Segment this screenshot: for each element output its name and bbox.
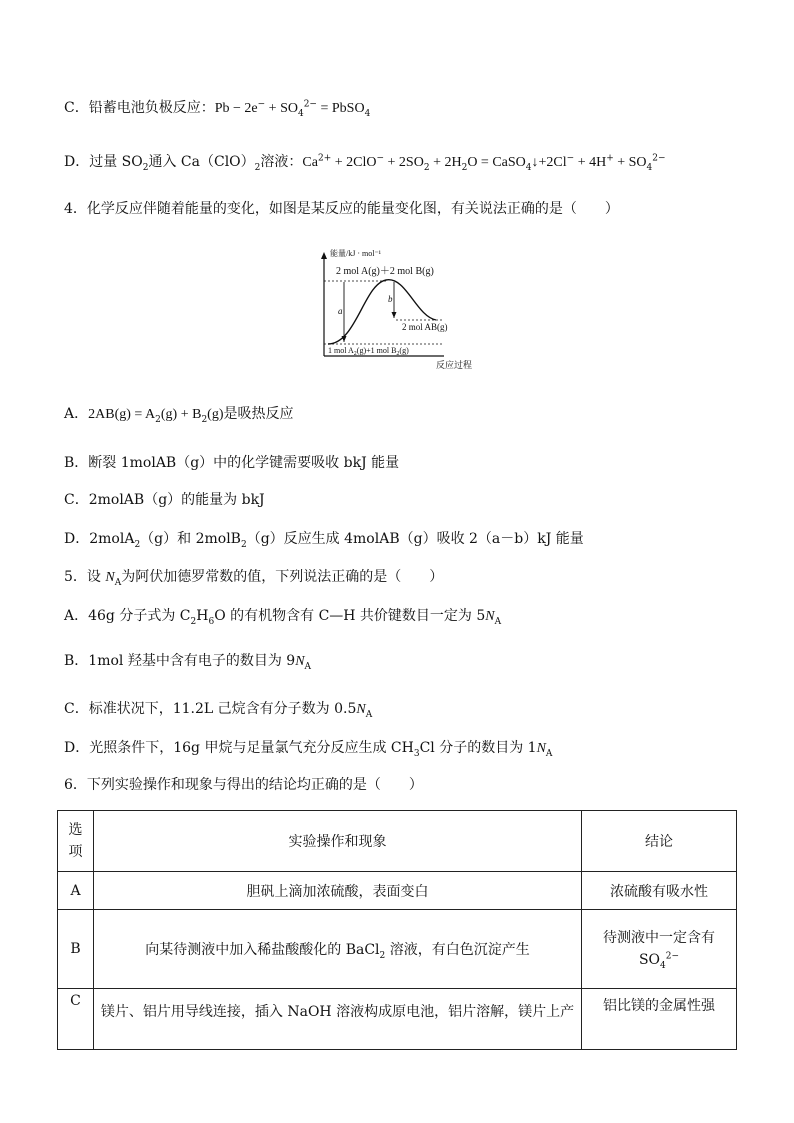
q3-d-so2-sub: 2 [142,162,149,173]
q3-d-prefix: D．过量 SO [64,154,143,170]
q5-d-s1: 3 [413,748,420,759]
q5-option-d [64,739,552,758]
row-b-conclusion-so: SO [638,952,661,968]
q3-d-p6: + 4H [574,155,607,170]
table-row [58,872,737,910]
table-row [58,989,737,1050]
energy-diagram-x-label: 反应过程 [436,360,473,370]
q3-d-p4: O = CaSO [467,155,526,170]
q5-b-na: A [304,661,312,672]
energy-diagram-a-label: a [338,306,343,316]
q4-option-b: B．断裂 1molAB（g）中的化学键需要吸收 bkJ 能量 [64,455,400,471]
energy-diagram-top-label: 2 mol A(g)＋2 mol B(g) [336,266,434,277]
experiment-table [57,810,737,1050]
energy-diagram-y-label: 能量/kJ · mol⁻¹ [330,249,382,258]
q4-a-s1: 2 [155,414,161,425]
q4-option-d [64,530,584,548]
q4-option-c: C．2molAB（g）的能量为 bkJ [64,492,265,508]
q5-a-p1: A．46g 分子式为 C [64,608,191,624]
energy-diagram-y-arrow [321,252,327,259]
row-b-conclusion [582,910,737,989]
q4-a-p1: 2AB(g) = A [88,407,156,422]
q3-option-c [64,99,370,118]
q5-stem-p1: 5．设 [64,569,106,585]
row-c-conclusion: 铝比镁的金属性强 [582,989,737,1050]
q3-d-so2b-sub: 2 [423,162,430,173]
row-b-conclusion-line2 [588,949,730,971]
q5-d-p2: Cl 分子的数目为 1 [419,740,537,756]
q3-c-so-sub: 4 [297,108,304,119]
row-b-operation-p2: 溶液，有白色沉淀产生 [385,942,530,958]
q5-option-b [64,652,311,671]
q3-d-caso4-sub: 4 [525,162,532,173]
q3-c-e-charge: − [257,99,266,110]
row-b-option: B [58,910,94,989]
q5-b-n: N [295,654,305,669]
q5-c-na: A [365,709,373,720]
energy-diagram-bottom-s2: 2 [396,351,400,357]
q5-a-s1: 2 [190,616,197,627]
row-a-operation: 胆矾上滴加浓硫酸，表面变白 [94,872,582,910]
q3-d-clo-sub: 2 [254,162,261,173]
q4-option-a [64,405,294,424]
q3-d-so4-sub: 4 [646,162,653,173]
q3-option-d [64,153,666,172]
q4-a-tail: 是吸热反应 [223,406,294,422]
row-b-conclusion-sub: 4 [660,960,666,971]
q3-d-so4-sup: 2− [652,153,666,164]
q3-d-ca-sup: 2+ [317,153,332,164]
q3-option-c-prefix: C．铅蓄电池负极反应： [64,100,215,116]
energy-diagram-arrow-b-head [392,312,397,318]
q3-d-p1: + 2ClO [331,155,377,170]
q5-d-n: N [536,741,546,756]
q4-a-prefix: A． [64,406,89,422]
q4-a-p2: (g) + B [160,407,202,422]
row-b-operation [94,910,582,989]
q3-d-p2: + 2SO [384,155,424,170]
q5-stem-n: N [105,570,115,585]
q6-stem: 6．下列实验操作和现象与得出的结论均正确的是（ ） [64,777,423,793]
q3-c-plus-so: + SO [265,101,298,116]
q5-a-p3: O 的有机物含有 C—H 共价键数目一定为 5 [214,608,486,624]
q3-c-eq: = PbSO [316,101,365,116]
q3-d-h2o-sub: 2 [461,162,468,173]
q5-a-na: A [494,616,502,627]
q4-d-p2: （g）和 2molB [140,531,241,547]
q3-d-p3: + 2H [429,155,462,170]
energy-diagram-bottom-p1: 1 mol A [328,346,354,355]
energy-diagram-bottom-label [328,346,409,357]
q3-c-so-sup: 2− [303,99,317,110]
q3-d-cl-sup: − [566,153,575,164]
q5-c-p1: C．标准状况下，11.2L 己烷含有分子数为 0.5 [64,701,357,717]
q3-d-h-sup: + [606,153,614,164]
row-a-conclusion: 浓硫酸有吸水性 [582,872,737,910]
q5-a-s2: 6 [208,616,215,627]
q3-d-p5: ↓+2Cl [531,155,567,170]
energy-diagram-arrow-a-head [342,336,347,342]
q5-option-c [64,700,372,719]
q3-c-pb: Pb − 2e [214,101,258,116]
q3-d-p7: + SO [613,155,647,170]
row-c-operation: 镁片、铝片用导线连接，插入 NaOH 溶液构成原电池，铝片溶解，镁片上产 [94,989,582,1050]
header-option-line2: 项 [68,844,83,860]
q5-stem [64,568,443,587]
q4-d-p3: （g）反应生成 4molAB（g）吸收 2（a－b）kJ 能量 [246,531,584,547]
q5-d-p1: D．光照条件下，16g 甲烷与足量氯气充分反应生成 CH [64,740,414,756]
row-b-conclusion-sup: 2− [665,951,680,962]
header-option [58,811,94,872]
row-b-operation-s1: 2 [379,950,386,961]
q4-d-p1: D．2molA [64,531,135,547]
table-header-row [58,811,737,872]
q5-c-n: N [356,702,366,717]
header-option-line1: 选 [68,822,83,838]
energy-diagram [316,244,482,372]
energy-diagram-bottom-p2: (g)+1 mol B [356,346,397,355]
table-row [58,910,737,989]
q3-d-clo-sup: − [376,153,385,164]
q4-d-s1: 2 [134,539,141,550]
q5-option-a [64,607,501,626]
q4-a-s2: 2 [201,414,208,425]
header-conclusion: 结论 [582,811,737,872]
energy-diagram-b-label: b [388,294,393,304]
q4-d-s2: 2 [240,539,247,550]
energy-diagram-bottom-p3: (g) [399,346,409,355]
q5-d-na: A [545,748,553,759]
q5-a-p2: H [196,608,209,624]
energy-diagram-mid-label: 2 mol AB(g) [402,322,448,332]
energy-diagram-bottom-s1: 2 [353,351,357,357]
q5-b-p1: B．1mol 羟基中含有电子的数目为 9 [64,653,296,669]
q3-d-sol: 溶液： [260,154,303,170]
row-b-conclusion-line1: 待测液中一定含有 [603,930,715,946]
q5-stem-a: A [114,577,122,588]
header-operation: 实验操作和现象 [94,811,582,872]
q5-a-n: N [485,609,495,624]
row-a-option: A [58,872,94,910]
q3-c-pbso-sub: 4 [364,108,371,119]
q3-d-mid: 通入 Ca（ClO） [148,154,255,170]
q5-stem-p2: 为阿伏加德罗常数的值，下列说法正确的是（ ） [121,569,444,585]
q4-a-p3: (g) [207,407,224,422]
row-b-operation-p1: 向某待测液中加入稀盐酸酸化的 BaCl [145,942,380,958]
row-c-option: C [58,989,94,1050]
q4-stem: 4．化学反应伴随着能量的变化，如图是某反应的能量变化图，有关说法正确的是（ ） [64,201,619,217]
q3-d-ca: Ca [302,155,318,170]
